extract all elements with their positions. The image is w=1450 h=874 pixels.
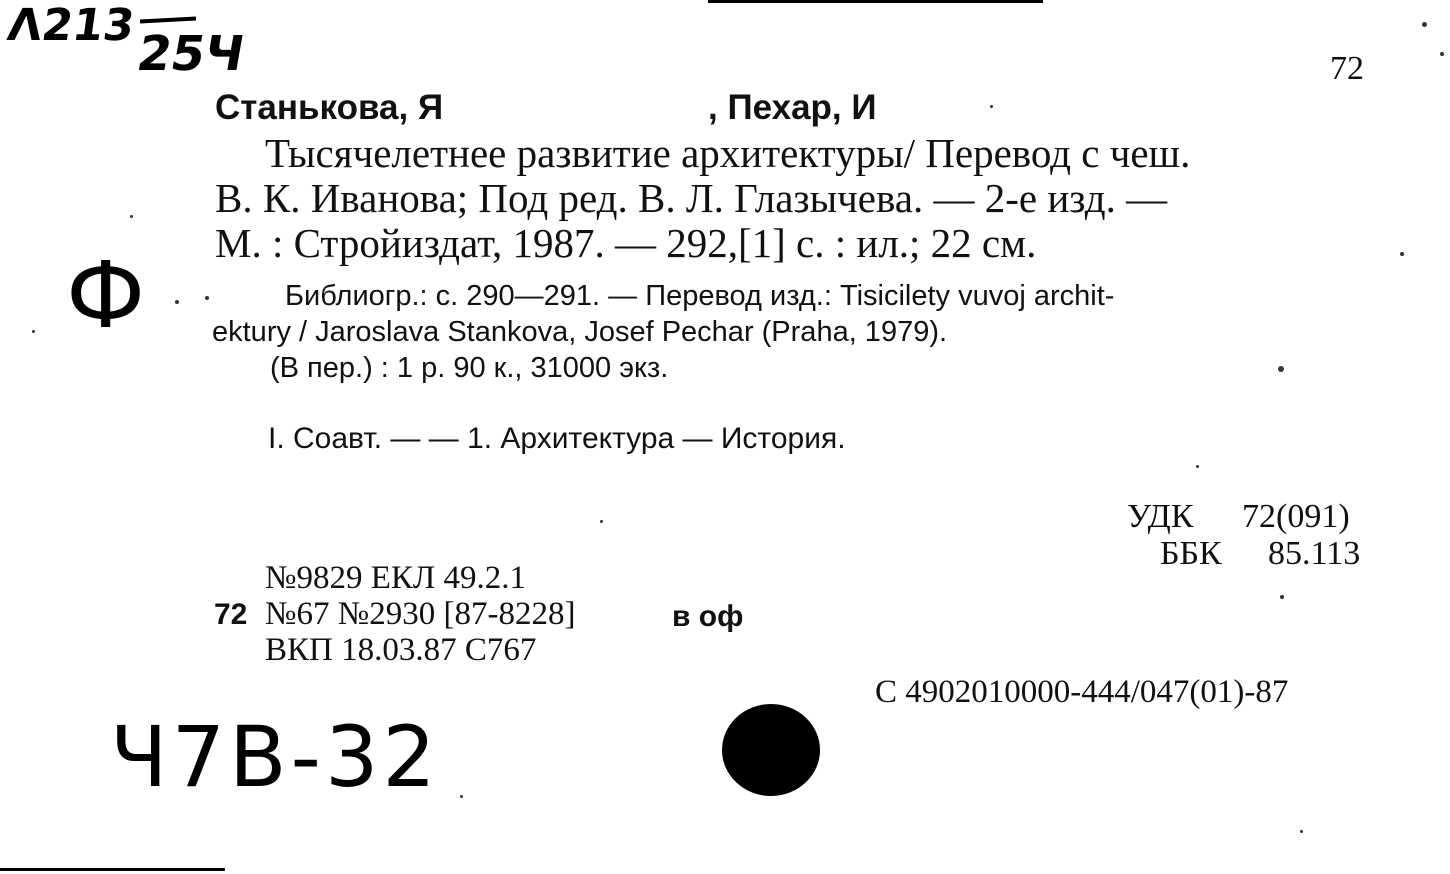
top-edge-rule xyxy=(708,0,1043,3)
speck xyxy=(175,300,179,304)
speck xyxy=(1400,252,1404,256)
registration-suffix: в оф xyxy=(672,600,744,633)
speck xyxy=(1440,52,1444,56)
classification-number: 72 xyxy=(1330,50,1364,87)
udk-value: 72(091) xyxy=(1242,498,1350,535)
bottom-edge-rule xyxy=(0,868,225,871)
bbk-value: 85.113 xyxy=(1268,535,1361,572)
shelf-mark-underline xyxy=(140,17,196,24)
description-line-1: Тысячелетнее развитие архитектуры/ Перевод с чеш. xyxy=(265,130,1191,176)
speck xyxy=(32,330,35,333)
bbk-label: ББК xyxy=(1160,535,1222,572)
registration-prefix: 72 xyxy=(214,598,248,631)
speck xyxy=(990,105,993,108)
registration-line-3: ВКП 18.03.87 С767 xyxy=(265,632,537,668)
speck xyxy=(1196,465,1199,468)
speck xyxy=(600,520,603,523)
speck xyxy=(1422,22,1427,27)
registration-line-2: №67 №2930 [87-8228] xyxy=(265,596,576,632)
author-heading-1: Станькова, Я xyxy=(215,88,444,127)
handwritten-shelf-mark-top: Λ213 xyxy=(4,0,138,51)
speck xyxy=(1300,830,1303,833)
tracing-line: I. Соавт. — — 1. Архитектура — История. xyxy=(268,422,846,455)
udk-label: УДК xyxy=(1127,498,1194,535)
notes-line-1: Библиогр.: с. 290—291. — Перевод изд.: Tisicilety vuvoj archit- xyxy=(285,280,1115,312)
author-heading-2: , Пехар, И xyxy=(708,88,877,127)
handwritten-letter-mark: Ф xyxy=(66,242,146,349)
speck xyxy=(1278,366,1284,372)
speck xyxy=(460,795,463,798)
handwritten-shelf-mark-bottom: 25Ч xyxy=(133,26,249,82)
description-line-2: В. К. Иванова; Под ред. В. Л. Глазычева. — 2-е изд. — xyxy=(215,175,1168,221)
handwritten-inventory-number: Ч7В-32 xyxy=(110,708,440,806)
speck xyxy=(205,296,209,300)
notes-line-3: (В пер.) : 1 р. 90 к., 31000 экз. xyxy=(270,352,669,384)
description-line-3: М. : Стройиздат, 1987. — 292,[1] с. : ил.; 22 см. xyxy=(215,220,1037,266)
publisher-code: С 4902010000-444/047(01)-87 xyxy=(875,674,1289,710)
ink-blot xyxy=(722,704,820,796)
speck xyxy=(130,215,133,218)
registration-line-1: №9829 ЕКЛ 49.2.1 xyxy=(265,560,527,596)
notes-line-2: ektury / Jaroslava Stankova, Josef Pechar (Praha, 1979). xyxy=(212,316,948,348)
speck xyxy=(1280,595,1284,599)
